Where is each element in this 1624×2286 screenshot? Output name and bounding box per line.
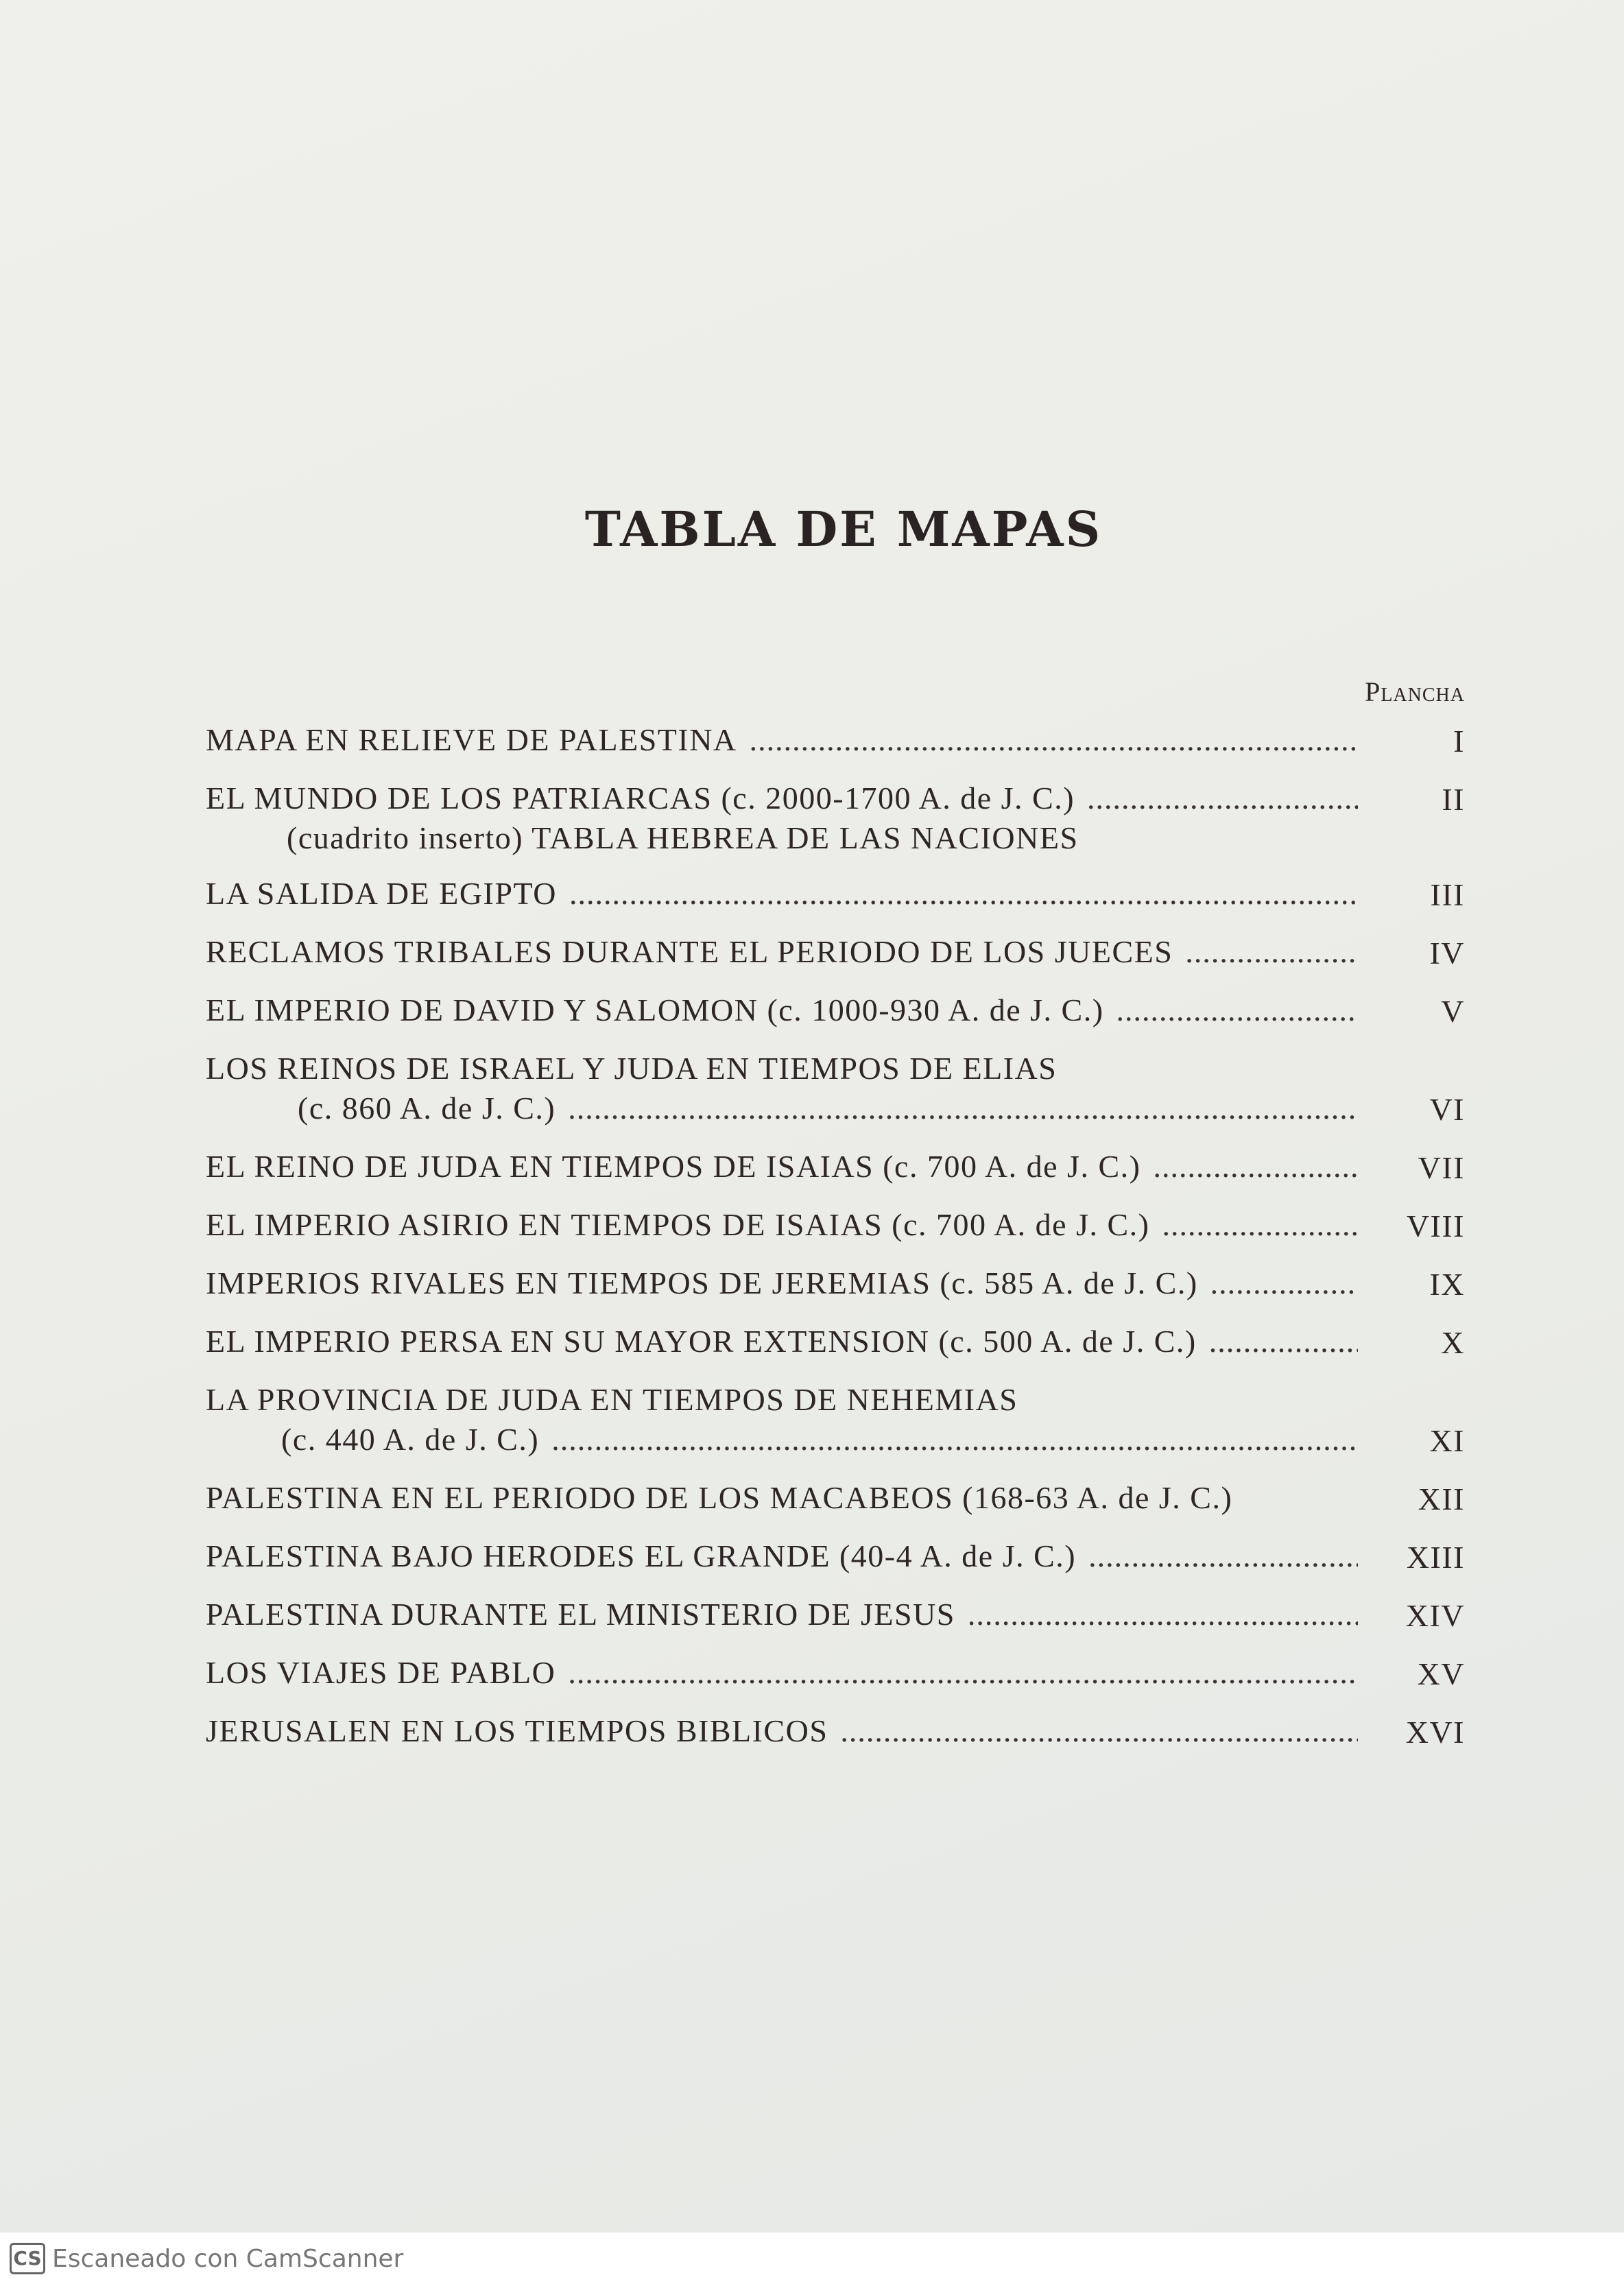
map-table-of-contents <box>206 722 1465 1771</box>
entry-title: PALESTINA DURANTE EL MINISTERIO DE JESUS <box>206 1597 955 1632</box>
page-title: TABLA DE MAPAS <box>584 501 1103 558</box>
entry-subtitle: (cuadrito inserto) TABLA HEBREA DE LAS NACIONES <box>287 820 1079 855</box>
toc-entry <box>206 1148 1465 1188</box>
toc-entry <box>206 1654 1465 1694</box>
dot-leader <box>750 722 1358 758</box>
toc-entry <box>206 722 1465 761</box>
toc-entry <box>206 1479 1465 1519</box>
dot-leader <box>568 1654 1358 1691</box>
camscanner-logo-icon: CS <box>10 2243 45 2274</box>
plate-number: IX <box>1429 1267 1465 1302</box>
toc-entry <box>206 875 1465 915</box>
dot-leader <box>840 1713 1358 1749</box>
scanner-footer <box>0 2233 1624 2286</box>
plate-number: XVI <box>1405 1715 1465 1750</box>
dot-leader <box>1210 1265 1358 1301</box>
dot-leader <box>551 1421 1358 1457</box>
plate-number: I <box>1453 724 1465 759</box>
toc-entry <box>206 1323 1465 1363</box>
entry-title: LOS VIAJES DE PABLO <box>206 1655 556 1690</box>
entry-title: LA PROVINCIA DE JUDA EN TIEMPOS DE NEHEMIAS <box>206 1382 1018 1417</box>
toc-entry <box>206 933 1465 973</box>
toc-entry <box>206 1596 1465 1636</box>
entry-title: RECLAMOS TRIBALES DURANTE EL PERIODO DE LOS JUECES <box>206 934 1173 969</box>
plate-number: IV <box>1429 936 1465 971</box>
dot-leader <box>1088 1538 1358 1574</box>
plate-number: II <box>1442 782 1465 817</box>
plate-column-header: Plancha <box>1365 676 1465 707</box>
entry-title: PALESTINA BAJO HERODES EL GRANDE (40-4 A. de J. C.) <box>206 1538 1077 1573</box>
dot-leader <box>968 1596 1358 1632</box>
plate-number: XIII <box>1406 1540 1465 1575</box>
toc-entry <box>206 1050 1465 1130</box>
plate-number: XIV <box>1405 1598 1465 1633</box>
plate-number: VII <box>1418 1150 1465 1185</box>
plate-number: XV <box>1417 1656 1465 1691</box>
toc-entry <box>206 1381 1465 1461</box>
plate-number: III <box>1430 877 1465 912</box>
entry-title: EL IMPERIO PERSA EN SU MAYOR EXTENSION (c. 500 A. de J. C.) <box>206 1324 1197 1359</box>
entry-title: MAPA EN RELIEVE DE PALESTINA <box>206 722 737 757</box>
plate-number: XI <box>1429 1423 1465 1458</box>
plate-number: X <box>1441 1325 1465 1360</box>
entry-title: EL MUNDO DE LOS PATRIARCAS (c. 2000-1700 A. de J. C.) <box>206 781 1075 815</box>
dot-leader <box>568 1090 1358 1126</box>
plate-number: XII <box>1418 1481 1465 1516</box>
plate-number: V <box>1441 994 1465 1029</box>
toc-entry <box>206 1538 1465 1577</box>
entry-subtitle: (c. 440 A. de J. C.) <box>281 1422 540 1457</box>
entry-subtitle: (c. 860 A. de J. C.) <box>298 1091 556 1126</box>
entry-title: EL IMPERIO ASIRIO EN TIEMPOS DE ISAIAS (c. 700 A. de J. C.) <box>206 1207 1150 1242</box>
entry-title: EL IMPERIO DE DAVID Y SALOMON (c. 1000-930 A. de J. C.) <box>206 992 1104 1027</box>
dot-leader <box>1116 992 1358 1028</box>
toc-entry <box>206 1713 1465 1752</box>
toc-entry <box>206 992 1465 1032</box>
entry-title: IMPERIOS RIVALES EN TIEMPOS DE JEREMIAS (c. 585 A. de J. C.) <box>206 1265 1198 1300</box>
dot-leader <box>1153 1148 1358 1184</box>
toc-entry <box>206 1265 1465 1305</box>
entry-title: EL REINO DE JUDA EN TIEMPOS DE ISAIAS (c. 700 A. de J. C.) <box>206 1149 1141 1184</box>
toc-entry <box>206 1206 1465 1246</box>
entry-title: JERUSALEN EN LOS TIEMPOS BIBLICOS <box>206 1713 828 1748</box>
dot-leader <box>1185 933 1358 970</box>
dot-leader <box>1209 1323 1358 1359</box>
dot-leader <box>569 875 1358 912</box>
plate-number: VI <box>1429 1092 1465 1127</box>
dot-leader <box>1087 780 1358 816</box>
toc-entry <box>206 780 1465 857</box>
entry-title: LA SALIDA DE EGIPTO <box>206 876 557 911</box>
plate-number: VIII <box>1406 1209 1465 1243</box>
scanner-watermark-text: Escaneado con CamScanner <box>52 2245 404 2273</box>
dot-leader <box>1162 1206 1359 1243</box>
entry-title: PALESTINA EN EL PERIODO DE LOS MACABEOS (168-63 A. de J. C.) <box>206 1480 1233 1515</box>
entry-title: LOS REINOS DE ISRAEL Y JUDA EN TIEMPOS DE ELIAS <box>206 1051 1058 1086</box>
